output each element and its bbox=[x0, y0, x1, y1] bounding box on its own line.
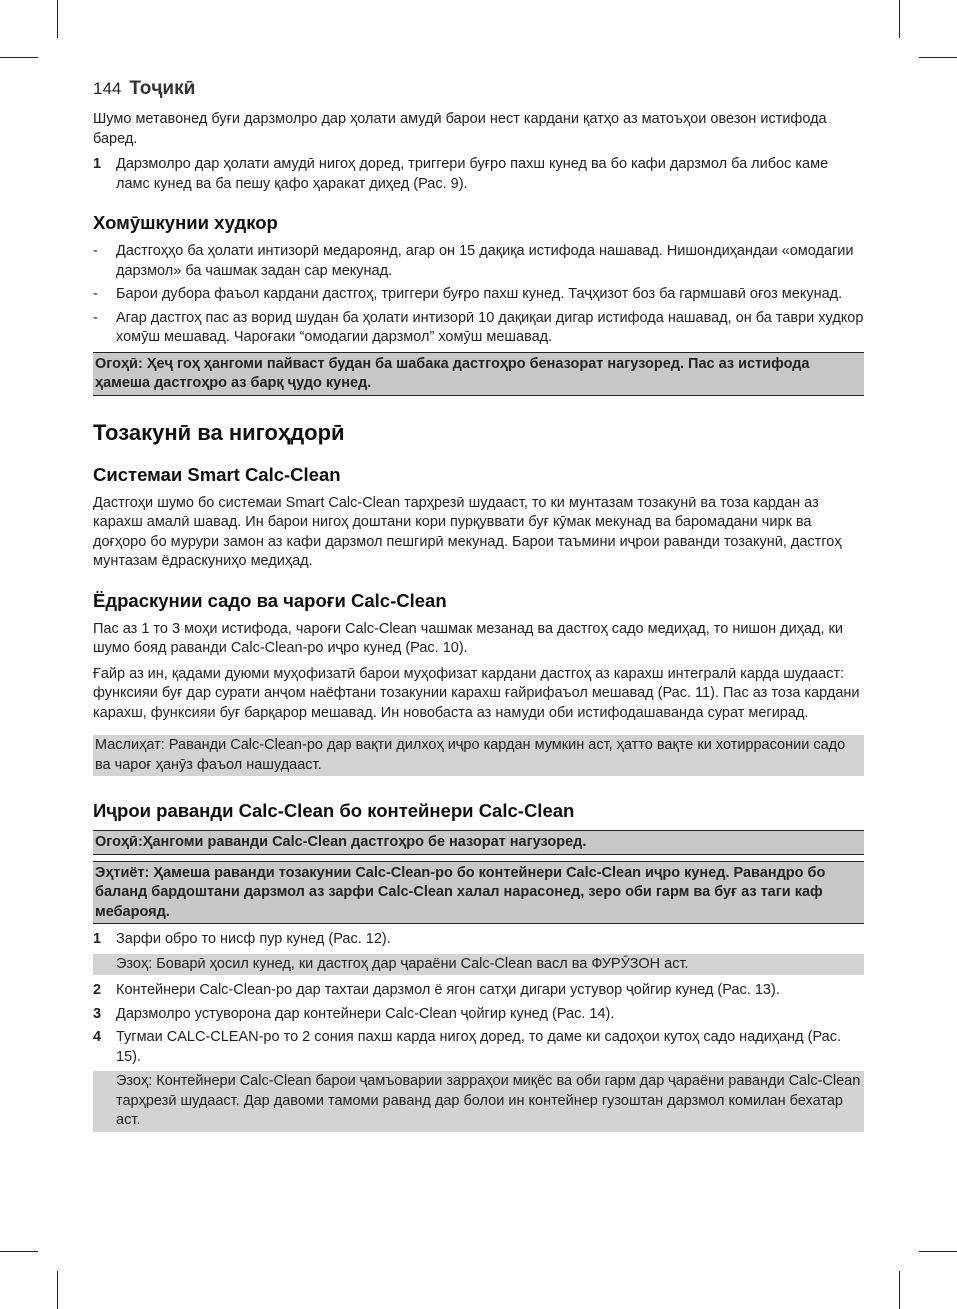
crop-mark bbox=[919, 57, 957, 58]
section-title-smart-calc-clean: Системаи Smart Calc-Clean bbox=[93, 463, 341, 485]
list-item bbox=[93, 309, 864, 348]
smart-calc-clean-paragraph: Дастгоҳи шумо бо системаи Smart Calc-Clean тарҳрезӣ шудааст, то ки мунтазам тозакунӣ ва тоза кардан аз карахш амалӣ шавад. Ин барои нигоҳ доштани кори пурқуввати буғ кӯмак мекунад ва баромадани чирк ва доғҳоро бо мурури замон аз кафи дарзмол пешгирӣ мекунад. Барои таъмини иҷрои раванди тозакунӣ, дастгоҳ мунтазам ёдраскуниҳо медиҳад. bbox=[93, 494, 842, 569]
step-text: Дарзмолро устуворона дар контейнери Calc-Clean ҷойгир кунед (Рас. 14). bbox=[116, 1005, 615, 1022]
intro-paragraph: Шумо метавонед буғи дарзмолро дар ҳолати амудӣ барои нест кардани қатҳо аз матоъҳои овезон истифода баред. bbox=[93, 111, 827, 147]
section-title-auto-off: Хомӯшкунии худкор bbox=[93, 212, 278, 233]
list-item bbox=[93, 930, 864, 950]
step-number: 2 bbox=[93, 982, 102, 998]
list-item bbox=[93, 155, 864, 194]
page-content bbox=[93, 78, 864, 1138]
list-item bbox=[93, 981, 864, 1001]
step-number: 1 bbox=[93, 156, 102, 172]
crop-mark bbox=[899, 0, 900, 38]
list-item bbox=[93, 242, 864, 281]
warning-box: Огоҳӣ: Ҳеҷ гоҳ ҳангоми пайваст будан ба шабака дастгоҳро беназорат нагузоред. Пас аз истифода ҳамеша дастгоҳро аз барқ ҷудо кунед. bbox=[93, 352, 864, 396]
step-text: Дарзмолро дар ҳолати амудӣ нигоҳ доред, триггери буғро пахш кунед ва бо кафи дарзмол ба либос каме ламс кунед ва ба пешу қафо ҳаракат диҳед (Рас. 9). bbox=[116, 156, 829, 192]
step-number: 3 bbox=[93, 1005, 102, 1022]
caution-box: Эҳтиёт: Ҳамеша раванди тозакунии Calc-Clean-ро бо контейнери Calc-Clean иҷро кунед. Равандро бо баланд бардоштани дарзмол аз зарфи Calc-Clean халал нарасонед, зеро оби гарм ва буғ аз таги каф мебарояд. bbox=[93, 861, 864, 925]
section-title-container: Иҷрои раванди Calc-Clean бо контейнери Calc-Clean bbox=[93, 800, 575, 821]
step-text: Зарфи обро то нисф пур кунед (Рас. 12). bbox=[116, 931, 391, 947]
warning-box: Огоҳӣ:Ҳангоми раванди Calc-Clean дастгоҳро бе назорат нагузоред. bbox=[93, 830, 864, 855]
crop-mark bbox=[57, 1271, 58, 1309]
reminder-paragraph-2: Ғайр аз ин, қадами дуюми муҳофизатӣ барои муҳофизат кардани дастгоҳ аз карахш интегралӣ карда шудааст: функсияи буғ дар сурати анҷом наёфтани тозакунии карахш ғайрифаъол мешавад (Рас. 11). Пас аз тоза кардани карахш, функсияи буғ барқарор мешавад. Ин новобаста аз намуди оби истифодашаванда сурат мегирад. bbox=[93, 665, 860, 721]
crop-mark bbox=[0, 1251, 38, 1252]
step-text: Тугмаи CALC-CLEAN-ро то 2 сония пахш карда нигоҳ доред, то даме ки садоҳои кутоҳ садо надиҳанд (Рас. 15). bbox=[116, 1029, 841, 1065]
crop-mark bbox=[57, 0, 58, 38]
list-item bbox=[93, 285, 864, 305]
chapter-title-cleaning: Тозакунӣ ва нигоҳдорӣ bbox=[93, 419, 345, 445]
list-item bbox=[93, 1028, 864, 1067]
bullet-text: Барои дубора фаъол кардани дастгоҳ, триггери буғро пахш кунед. Таҷҳизот боз ба гармшавӣ оғоз мекунад. bbox=[116, 286, 843, 302]
section-title-reminder: Ёдраскунии садо ва чароғи Calc-Clean bbox=[93, 589, 447, 611]
crop-mark bbox=[919, 1251, 957, 1252]
reminder-paragraph-1: Пас аз 1 то 3 моҳи истифода, чароғи Calc-Clean чашмак мезанад ва дастгоҳ садо медиҳад, то нишон диҳад, ки шумо бояд раванди Calc-Clean-ро иҷро кунед (Рас. 10). bbox=[93, 620, 843, 656]
advice-box: Маслиҳат: Раванди Calc-Clean-ро дар вақти дилхоҳ иҷро кардан мумкин аст, ҳатто вақте ки хотиррасонии садо ва чароғ ҳанӯз фаъол нашудааст. bbox=[93, 735, 864, 776]
list-item bbox=[93, 1005, 864, 1025]
dash-bullet: - bbox=[93, 286, 98, 302]
crop-mark bbox=[899, 1271, 900, 1309]
crop-mark bbox=[0, 57, 38, 58]
page-header bbox=[93, 78, 864, 100]
bullet-text: Агар дастгоҳ пас аз ворид шудан ба ҳолати интизорӣ 10 дақиқаи дигар истифода нашавад, он ба таври худкор хомӯш мешавад. Чароғаки “омодагии дарзмол” хомӯш мешавад. bbox=[116, 309, 864, 345]
note-box: Эзоҳ: Боварӣ ҳосил кунед, ки дастгоҳ дар ҷараёни Calc-Clean васл ва ФУРӮЗОН аст. bbox=[93, 954, 864, 976]
step-number: 1 bbox=[93, 931, 102, 947]
step-number: 4 bbox=[93, 1029, 102, 1045]
step-text: Контейнери Calc-Clean-ро дар тахтаи дарзмол ё ягон сатҳи дигари устувор ҷойгир кунед (Рас. 13). bbox=[116, 982, 780, 998]
dash-bullet: - bbox=[93, 243, 98, 259]
bullet-text: Дастгоҳҳо ба ҳолати интизорӣ медароянд, агар он 15 дақиқа истифода нашавад. Нишондиҳандаи «омодагии дарзмол» ба чашмак задан сар мекунад. bbox=[116, 243, 854, 279]
page-number: 144 bbox=[93, 79, 122, 98]
dash-bullet: - bbox=[93, 309, 98, 326]
page-language-title: Тоҷикӣ bbox=[129, 78, 196, 99]
note-box: Эзоҳ: Контейнери Calc-Clean барои ҷамъоварии зарраҳои миқёс ва оби гарм дар ҷараёни раванди Calc-Clean тарҳрезӣ шудааст. Дар давоми тамоми раванд дар болои ин контейнер гузоштан дарзмол комилан бехатар аст. bbox=[93, 1071, 864, 1132]
